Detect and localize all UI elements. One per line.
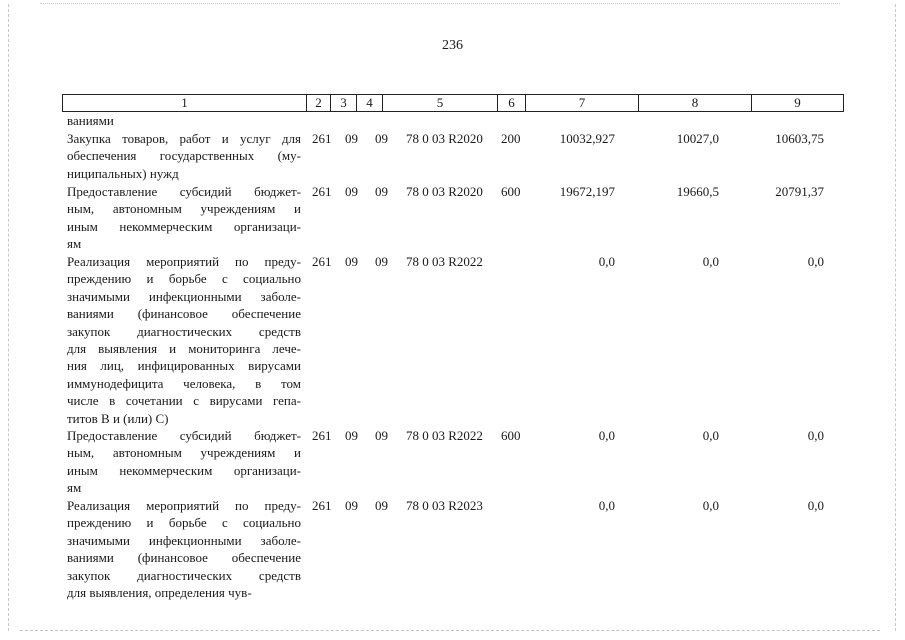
row-name-line: числе в сочетании с вирусами гепа-	[67, 393, 301, 409]
row-cell-c9: 0,0	[807, 428, 824, 443]
row-name-line: Реализация мероприятий по преду-	[67, 254, 301, 269]
column-header-6: 6	[498, 95, 526, 111]
row-cell-c8: 0,0	[702, 498, 719, 513]
row-name	[67, 497, 301, 601]
row-cell-c3: 09	[345, 498, 358, 513]
row-name-line: ваниями (финансовое обеспечение	[67, 306, 301, 322]
scan-edge-top	[40, 3, 840, 4]
row-cell-c4: 09	[375, 184, 388, 199]
row-cell-c7: 0,0	[598, 498, 615, 513]
row-cell-c6: 600	[501, 428, 521, 443]
row-cell-c7: 19672,197	[559, 184, 615, 199]
row-cell-c5: 78 0 03 R2022	[406, 428, 483, 443]
row-cell-c4: 09	[375, 498, 388, 513]
row-cell-c9: 20791,37	[775, 184, 824, 199]
row-cell-c8: 0,0	[702, 254, 719, 269]
row-cell-c5: 78 0 03 R2022	[406, 254, 483, 269]
row-name-line: ным, автономным учреждениям и	[67, 201, 301, 217]
row-cell-c8: 10027,0	[676, 131, 719, 146]
row-name-line: Реализация мероприятий по преду-	[67, 498, 301, 513]
row-name-line: ниципальных) нужд	[67, 165, 179, 181]
row-cell-c6: 600	[501, 184, 521, 199]
row-cell-c2: 261	[312, 428, 332, 443]
row-cell-c7: 0,0	[598, 254, 615, 269]
row-cell-c7: 0,0	[598, 428, 615, 443]
column-header-3: 3	[331, 95, 357, 111]
row-cell-c9: 10603,75	[775, 131, 824, 146]
row-name	[67, 253, 301, 427]
column-header-9: 9	[794, 95, 801, 110]
row-cell-c2: 261	[312, 131, 332, 146]
row-name	[67, 183, 301, 253]
row-cell-c6: 200	[501, 131, 521, 146]
row-cell-c2: 261	[312, 254, 332, 269]
row-cell-c4: 09	[375, 428, 388, 443]
row-cell-c7: 10032,927	[559, 131, 615, 146]
row-cell-c8: 19660,5	[676, 184, 719, 199]
row-name-line: значимыми инфекционными заболе-	[67, 288, 301, 304]
row-cell-c3: 09	[345, 184, 358, 199]
row-name-line: для выявления, определения чув-	[67, 585, 252, 601]
row-name-line: Закупка товаров, работ и услуг для	[67, 131, 301, 146]
row-name-line: титов В и (или) С)	[67, 410, 169, 426]
column-header-8: 8	[639, 95, 752, 111]
row-cell-c5: 78 0 03 R2020	[406, 131, 483, 146]
row-cell-c5: 78 0 03 R2020	[406, 184, 483, 199]
row-cell-c4: 09	[375, 131, 388, 146]
row-name-line: преждению и борьбе с социально	[67, 271, 301, 287]
row-name-line: Предоставление субсидий бюджет-	[67, 428, 301, 443]
row-name-line: закупок диагностических средств	[67, 323, 301, 339]
row-name	[67, 427, 301, 497]
row-cell-c9: 0,0	[807, 498, 824, 513]
row-cell-c2: 261	[312, 498, 332, 513]
column-header-4: 4	[357, 95, 383, 111]
page-number: 236	[442, 38, 463, 53]
table-header	[62, 94, 844, 112]
column-header-5: 5	[383, 95, 498, 111]
row-cell-c3: 09	[345, 428, 358, 443]
scan-edge-bottom	[20, 630, 880, 631]
row-name-line: обеспечения государственных (му-	[67, 148, 301, 164]
row-name-line: ния лиц, инфицированных вирусами	[67, 358, 301, 374]
row-cell-c3: 09	[345, 254, 358, 269]
row-cell-c8: 0,0	[702, 428, 719, 443]
row-cell-c2: 261	[312, 184, 332, 199]
row-name-line: ным, автономным учреждениям и	[67, 445, 301, 461]
row-name-line: закупок диагностических средств	[67, 567, 301, 583]
column-header-1: 1	[63, 95, 307, 111]
carry-over-text: ваниями	[67, 113, 114, 128]
row-name-line: ваниями (финансовое обеспечение	[67, 550, 301, 566]
row-name	[67, 130, 301, 182]
row-name-line: иным некоммерческим организаци-	[67, 462, 301, 478]
row-name-line: Предоставление субсидий бюджет-	[67, 184, 301, 199]
row-cell-c4: 09	[375, 254, 388, 269]
column-header-7: 7	[526, 95, 639, 111]
row-cell-c3: 09	[345, 131, 358, 146]
row-name-line: ям	[67, 480, 82, 496]
row-name-line: для выявления и мониторинга лече-	[67, 341, 301, 357]
row-cell-c5: 78 0 03 R2023	[406, 498, 483, 513]
row-name-line: значимыми инфекционными заболе-	[67, 532, 301, 548]
row-name-line: преждению и борьбе с социально	[67, 515, 301, 531]
row-name-line: ям	[67, 236, 82, 252]
row-name-line: иным некоммерческим организаци-	[67, 218, 301, 234]
row-name-line: иммунодефицита человека, в том	[67, 375, 301, 391]
row-cell-c9: 0,0	[807, 254, 824, 269]
column-header-2: 2	[307, 95, 331, 111]
